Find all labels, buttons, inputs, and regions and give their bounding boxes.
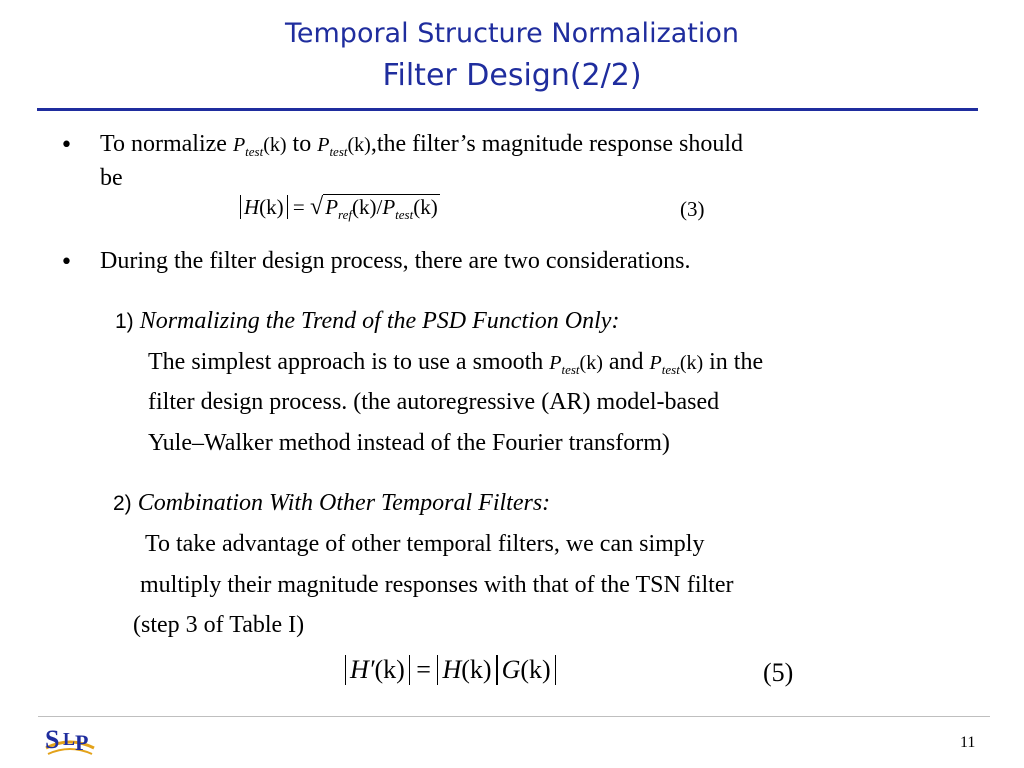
math-p-test: $P_{test}(k)$ [649, 352, 704, 377]
slp-logo [42, 718, 98, 762]
svg-text:L: L [63, 729, 76, 749]
bullet1-line2: be [100, 165, 123, 191]
item1-line2: filter design process. (the autoregressive (AR) model-based [148, 389, 720, 415]
slide-subtitle: Filter Design(2/2) [382, 58, 642, 93]
equation-5: H′(k) = H(k) G(k) [345, 655, 556, 685]
bullet-marker: • [60, 133, 73, 158]
item1-line3: Yule–Walker method instead of the Fourier transform) [148, 430, 670, 456]
math-p-test: $P_{test}(k)$ [549, 352, 603, 377]
bullet-marker: • [60, 250, 73, 275]
title-divider [37, 108, 978, 111]
math-p-test: $P_{test}(k)$ [317, 134, 371, 159]
equation-3: $H(k) = √P_{ref}(k)/P_{test}(k)$ [240, 194, 440, 227]
item2-heading: 2) Combination With Other Temporal Filters: [113, 490, 551, 516]
item1-line1: The simplest approach is to use a smooth $P_{test}(k)$ and $P_{test}(k)$ in the [148, 349, 764, 377]
math-p-test: $P_{test}(k)$ [232, 134, 287, 159]
bullet2-text: During the filter design process, there are two considerations. [100, 248, 691, 274]
slide-title: Temporal Structure Normalization [284, 18, 740, 49]
equation-3-number: (3) [680, 197, 705, 221]
item2-line3: (step 3 of Table I) [133, 612, 305, 638]
svg-text:S: S [45, 725, 60, 754]
footer-divider [38, 716, 990, 717]
page-number: 11 [960, 734, 976, 751]
item2-line1: To take advantage of other temporal filters, we can simply [145, 531, 705, 557]
svg-text:P: P [75, 730, 89, 755]
equation-5-number: (5) [763, 658, 794, 687]
bullet1-line1: To normalize $P_{test}(k)$ to $P_{test}(k),the$ filter’s magnitude response should [100, 131, 743, 159]
item1-heading: 1) Normalizing the Trend of the PSD Function Only: [115, 308, 620, 334]
item2-line2: multiply their magnitude responses with that of the TSN filter [140, 572, 734, 598]
